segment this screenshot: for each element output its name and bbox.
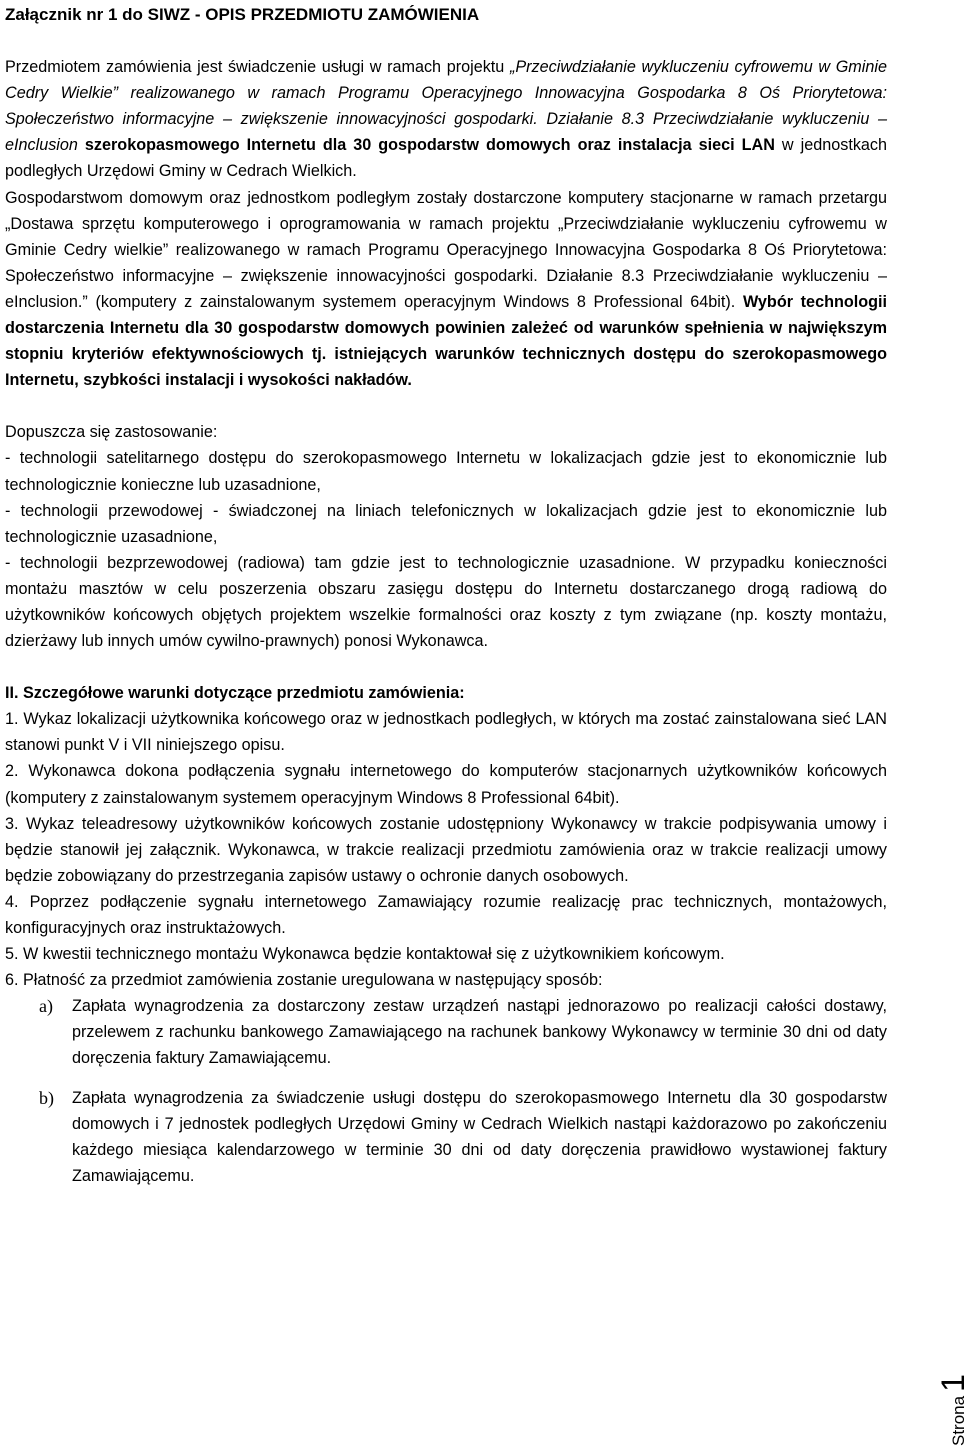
spacer <box>5 654 887 680</box>
page-number: 1 <box>935 1374 971 1392</box>
condition-item: 4. Poprzez podłączenie sygnału internetowego Zamawiający rozumie realizację prac technicznych, montażowych, konfiguracyjnych oraz instruktażowych. <box>5 892 887 937</box>
page-title: Załącznik nr 1 do SIWZ - OPIS PRZEDMIOTU ZAMÓWIENIA <box>5 5 480 24</box>
section-heading: II. Szczegółowe warunki dotyczące przedmiotu zamówienia: <box>5 684 465 703</box>
page-label: Strona <box>949 1395 968 1446</box>
allowed-item: - technologii bezprzewodowej (radiowa) tam gdzie jest to technologicznie uzasadnione. W przypadku konieczności montażu masztów w celu poszerzenia obszaru zasięgu dostępu do Internetu dostarczanego drogą radiową do użytkowników końcowych objętych projektem wszelkie formalności oraz koszty z tym związane (np. koszty montażu, dzierżawy lub innych umów cywilno-prawnych) ponosi Wykonawca. <box>5 553 887 651</box>
intro-text-2: „Przeciwdziałanie wykluczeniu cyfrowemu w Gminie Cedry Wielkie” realizowanego w ramach Programu Operacyjnego Innowacyjna Gospodarka 8 Oś Priorytetowa: Społeczeństwo informacyjne – zwiększenie innowacyjności gospodarki. Działanie 8.3 Przeciwdziałanie wykluczeniu – eInclusion <box>5 58 887 155</box>
subitem-text: Zapłata wynagrodzenia za świadczenie usługi dostępu do szerokopasmowego Internetu dla 30 gospodarstw domowych i 7 jednostek podległych Urzędowi Gminy w Cedrach Wielkich nastąpi każdorazowo po zakończeniu każdego miesiąca kalendarzowego w terminie 30 dni od daty doręczenia prawidłowo wystawionej faktury Zamawiającemu. <box>72 1088 887 1185</box>
intro-text-4: w jednostkach podległych Urzędowi Gminy w Cedrach Wielkich. <box>5 136 888 181</box>
allowed-heading: Dopuszcza się zastosowanie: <box>5 423 218 442</box>
intro-text-1: Przedmiotem zamówienia jest świadczenie usługi w ramach projektu <box>5 58 510 77</box>
spacer <box>5 393 887 419</box>
subitem-text: Zapłata wynagrodzenia za dostarczony zestaw urządzeń nastąpi jednorazowo po realizacji całości dostawy, przelewem z rachunku bankowego Zamawiającego na rachunek bankowy Wykonawcy w terminie 30 dni od daty doręczenia faktury Zamawiającemu. <box>72 997 887 1068</box>
subitem-marker: b) <box>39 1087 54 1108</box>
intro-text-3: szerokopasmowego Internetu dla 30 gospodarstw domowych oraz instalacja sieci LAN <box>84 136 775 155</box>
technology-choice-text: Wybór technologii dostarczenia Internetu dla 30 gospodarstw domowych powinien zależeć od warunków spełnienia w największym stopniu kryteriów efektywnościowych tj. istniejących warunków technicznych dostępu do szerokopasmowego Internetu, szybkości instalacji i wysokości nakładów. <box>5 292 887 390</box>
subitem-marker: a) <box>39 996 53 1017</box>
allowed-item: - technologii przewodowej - świadczonej na liniach telefonicznych w lokalizacjach gdzie jest to ekonomicznie lub technologicznie uzasadnione, <box>5 501 887 546</box>
computers-text: Gospodarstwom domowym oraz jednostkom podległym zostały dostarczone komputery stacjonarne w ramach przetargu „Dostawa sprzętu komputerowego i oprogramowania w ramach projektu „Przeciwdziałanie wykluczeniu cyfrowemu w Gminie Cedry wielkie” realizowanego w ramach Programu Operacyjnego Innowacyjna Gospodarka 8 Oś Priorytetowa: Społeczeństwo informacyjne – zwiększenie innowacyjności gospodarki. Działanie 8.3 Przeciwdziałanie wykluczeniu – eInclusion.” (komputery z zainstalowanym systemem operacyjnym Windows 8 Professional 64bit). <box>5 188 887 311</box>
computers-paragraph <box>5 185 887 394</box>
condition-item: 2. Wykonawca dokona podłączenia sygnału internetowego do komputerów stacjonarnych użytkowników końcowych (komputery z zainstalowanym systemem operacyjnym Windows 8 Professional 64bit). <box>5 762 887 807</box>
condition-item: 1. Wykaz lokalizacji użytkownika końcowego oraz w jednostkach podległych, w których ma zostać zainstalowana sieć LAN stanowi punkt V i VII niniejszego opisu. <box>5 710 887 755</box>
intro-paragraph <box>5 54 887 184</box>
document-body <box>5 2 887 1189</box>
payment-subitem <box>5 1085 887 1189</box>
payment-subitem <box>5 993 887 1071</box>
allowed-item: - technologii satelitarnego dostępu do szerokopasmowego Internetu w lokalizacjach gdzie jest to ekonomicznie lub technologicznie konieczne lub uzasadnione, <box>5 449 887 494</box>
condition-item: 5. W kwestii technicznego montażu Wykonawca będzie kontaktował się z użytkownikiem końcowym. <box>5 945 725 964</box>
page-footer <box>935 1374 972 1446</box>
condition-item: 3. Wykaz teleadresowy użytkowników końcowych zostanie udostępniony Wykonawcy w trakcie podpisywania umowy i będzie stanowił jej załącznik. Wykonawca, w trakcie realizacji przedmiotu zamówienia oraz w trakcie realizacji umowy będzie zobowiązany do przestrzegania zapisów ustawy o ochronie danych osobowych. <box>5 814 887 885</box>
condition-item: 6. Płatność za przedmiot zamówienia zostanie uregulowana w następujący sposób: <box>5 971 603 990</box>
